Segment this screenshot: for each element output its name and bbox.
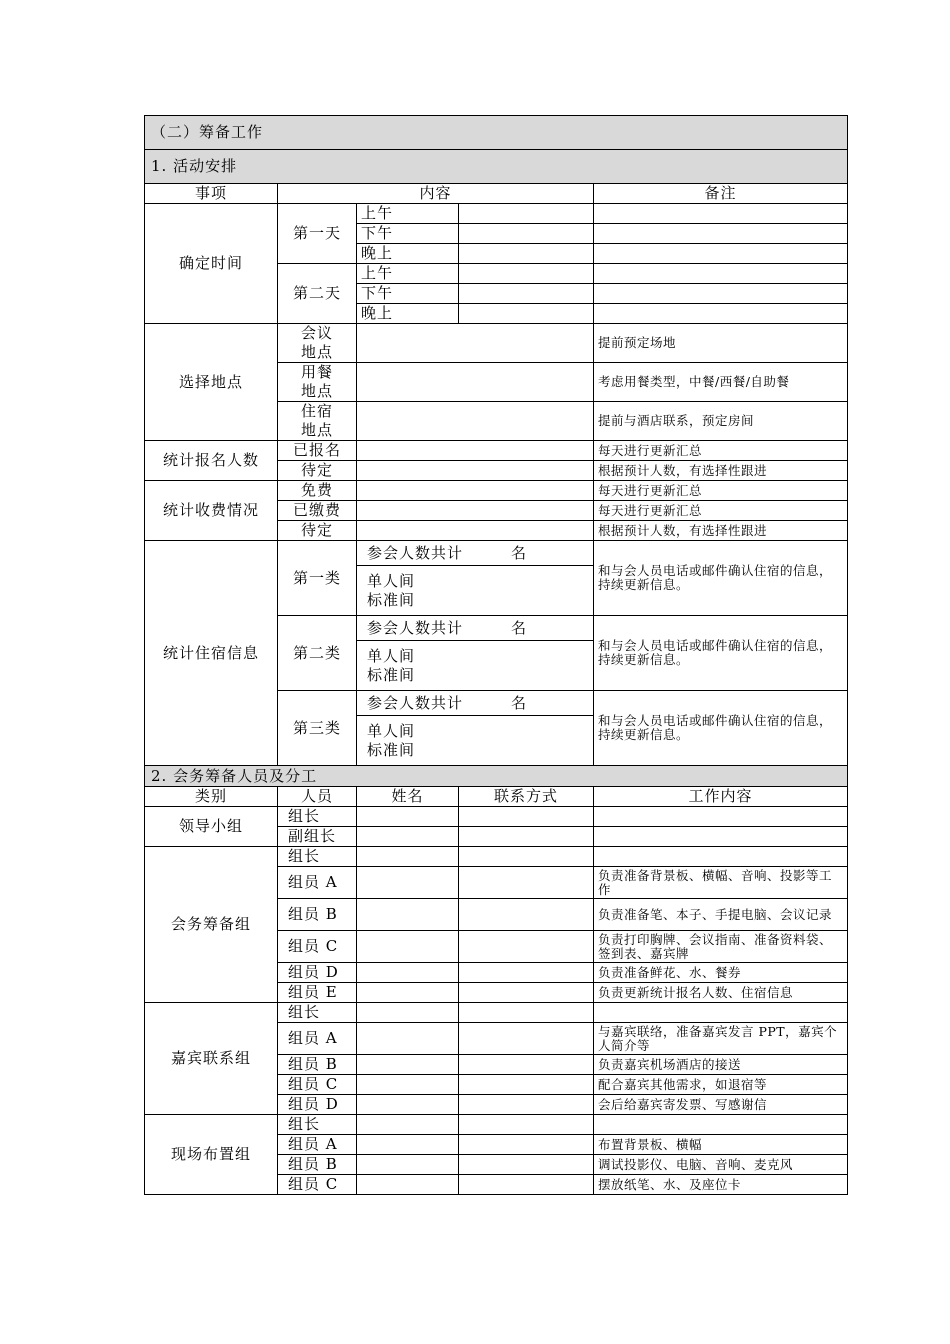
member-role: 组员 B (278, 1055, 357, 1075)
member-name-cell (357, 1023, 459, 1055)
member-contact-cell (459, 1175, 594, 1195)
slot-note-cell (594, 264, 848, 284)
fee-content-cell (357, 481, 594, 501)
lodging-count-cell (357, 616, 594, 641)
member-name-cell (357, 867, 459, 899)
member-contact-cell (459, 807, 594, 827)
member-name-cell (357, 931, 459, 963)
member-role: 组员 A (278, 1023, 357, 1055)
lodging-note: 和与会人员电话或邮件确认住宿的信息，持续更新信息。 (594, 691, 848, 766)
day-label: 第一天 (278, 204, 357, 264)
table-row (145, 481, 848, 501)
location-content-cell (357, 363, 594, 402)
member-role: 组长 (278, 807, 357, 827)
member-contact-cell (459, 1003, 594, 1023)
member-role: 组员 C (278, 1175, 357, 1195)
member-name-cell (357, 827, 459, 847)
signup-content-cell (357, 441, 594, 461)
group-label: 嘉宾联系组 (145, 1003, 278, 1115)
member-work: 摆放纸笔、水、及座位卡 (594, 1175, 848, 1195)
member-contact-cell (459, 1135, 594, 1155)
planning-table-body (145, 116, 848, 1195)
location-note: 提前预定场地 (594, 324, 848, 363)
location-content-cell (357, 324, 594, 363)
member-role: 组员 D (278, 1095, 357, 1115)
location-type-line: 地点 (300, 421, 333, 439)
part2-title: 2. 会务筹备人员及分工 (145, 766, 848, 787)
room-standard: 标准间 (367, 740, 416, 759)
member-role: 组员 B (278, 1155, 357, 1175)
part2-header: 姓名 (357, 787, 459, 807)
slot-note-cell (594, 204, 848, 224)
signup-status: 待定 (278, 461, 357, 481)
lodging-count-cell (357, 541, 594, 566)
slot-label: 晚上 (357, 244, 459, 264)
member-work: 负责打印胸牌、会议指南、准备资料袋、签到表、嘉宾牌 (594, 931, 848, 963)
slot-content-cell (459, 284, 594, 304)
member-work: 调试投影仪、电脑、音响、麦克风 (594, 1155, 848, 1175)
member-contact-cell (459, 963, 594, 983)
part1-header-content: 内容 (278, 184, 594, 204)
lodging-count-label: 参会人数共计 (367, 618, 464, 637)
member-contact-cell (459, 899, 594, 931)
member-role: 组员 E (278, 983, 357, 1003)
slot-content-cell (459, 264, 594, 284)
member-name-cell (357, 807, 459, 827)
lodging-rooms-cell (357, 641, 594, 691)
table-row (145, 204, 848, 224)
fee-status: 免费 (278, 481, 357, 501)
member-contact-cell (459, 847, 594, 867)
part1-title: 1. 活动安排 (145, 150, 848, 184)
member-contact-cell (459, 1055, 594, 1075)
room-single: 单人间 (367, 721, 416, 740)
slot-note-cell (594, 224, 848, 244)
fee-note: 每天进行更新汇总 (594, 501, 848, 521)
location-type-line: 住宿 (300, 402, 333, 420)
slot-content-cell (459, 204, 594, 224)
member-role: 副组长 (278, 827, 357, 847)
member-contact-cell (459, 827, 594, 847)
slot-note-cell (594, 284, 848, 304)
member-name-cell (357, 847, 459, 867)
slot-note-cell (594, 304, 848, 324)
planning-table (144, 115, 848, 1195)
member-work: 布置背景板、横幅 (594, 1135, 848, 1155)
member-contact-cell (459, 1095, 594, 1115)
member-name-cell (357, 1003, 459, 1023)
slot-label: 上午 (357, 264, 459, 284)
part1-header-item: 事项 (145, 184, 278, 204)
member-role: 组员 A (278, 1135, 357, 1155)
table-row (145, 1003, 848, 1023)
location-content-cell (357, 402, 594, 441)
member-contact-cell (459, 1155, 594, 1175)
slot-content-cell (459, 244, 594, 264)
member-work (594, 1003, 848, 1023)
member-work: 会后给嘉宾寄发票、写感谢信 (594, 1095, 848, 1115)
member-contact-cell (459, 1023, 594, 1055)
member-name-cell (357, 1135, 459, 1155)
member-contact-cell (459, 983, 594, 1003)
slot-label: 上午 (357, 204, 459, 224)
member-name-cell (357, 1115, 459, 1135)
lodging-count-unit: 名 (511, 543, 528, 562)
lodging-rooms-cell (357, 716, 594, 766)
group-label: 会务筹备组 (145, 847, 278, 1003)
planning-document (144, 115, 847, 1195)
member-role: 组员 C (278, 1075, 357, 1095)
lodging-count-unit: 名 (511, 693, 528, 712)
location-note: 考虑用餐类型，中餐/西餐/自助餐 (594, 363, 848, 402)
location-type (278, 363, 357, 402)
fee-note: 每天进行更新汇总 (594, 481, 848, 501)
member-name-cell (357, 1155, 459, 1175)
member-role: 组长 (278, 1003, 357, 1023)
member-work: 与嘉宾联络，准备嘉宾发言 PPT，嘉宾个人简介等 (594, 1023, 848, 1055)
member-work: 负责准备笔、本子、手提电脑、会议记录 (594, 899, 848, 931)
fee-status: 已缴费 (278, 501, 357, 521)
member-role: 组员 D (278, 963, 357, 983)
member-name-cell (357, 899, 459, 931)
room-single: 单人间 (367, 571, 416, 590)
table-row (145, 807, 848, 827)
part2-header: 工作内容 (594, 787, 848, 807)
slot-label: 下午 (357, 224, 459, 244)
lodging-class: 第二类 (278, 616, 357, 691)
member-work: 负责准备鲜花、水、餐券 (594, 963, 848, 983)
fee-status: 待定 (278, 521, 357, 541)
member-name-cell (357, 963, 459, 983)
lodging-note: 和与会人员电话或邮件确认住宿的信息，持续更新信息。 (594, 541, 848, 616)
member-name-cell (357, 1095, 459, 1115)
part2-header: 类别 (145, 787, 278, 807)
lodging-class: 第三类 (278, 691, 357, 766)
member-name-cell (357, 983, 459, 1003)
lodging-class: 第一类 (278, 541, 357, 616)
signup-content-cell (357, 461, 594, 481)
table-row (145, 441, 848, 461)
group-label: 领导小组 (145, 807, 278, 847)
location-type-line: 会议 (300, 324, 333, 342)
part2-header: 联系方式 (459, 787, 594, 807)
table-row (145, 541, 848, 566)
location-type (278, 402, 357, 441)
location-label: 选择地点 (145, 324, 278, 441)
member-work: 负责准备背景板、横幅、音响、投影等工作 (594, 867, 848, 899)
slot-content-cell (459, 304, 594, 324)
lodging-rooms-cell (357, 566, 594, 616)
part2-header: 人员 (278, 787, 357, 807)
section-title: （二）筹备工作 (145, 116, 848, 150)
time-label: 确定时间 (145, 204, 278, 324)
location-type-line: 地点 (300, 382, 333, 400)
lodging-note: 和与会人员电话或邮件确认住宿的信息，持续更新信息。 (594, 616, 848, 691)
room-single: 单人间 (367, 646, 416, 665)
signup-note: 每天进行更新汇总 (594, 441, 848, 461)
table-row (145, 766, 848, 787)
lodging-count-cell (357, 691, 594, 716)
part1-header-note: 备注 (594, 184, 848, 204)
slot-note-cell (594, 244, 848, 264)
member-name-cell (357, 1175, 459, 1195)
location-note: 提前与酒店联系，预定房间 (594, 402, 848, 441)
member-role: 组员 C (278, 931, 357, 963)
fees-label: 统计收费情况 (145, 481, 278, 541)
member-role: 组长 (278, 1115, 357, 1135)
member-work: 负责更新统计报名人数、住宿信息 (594, 983, 848, 1003)
table-row (145, 847, 848, 867)
lodging-count-label: 参会人数共计 (367, 693, 464, 712)
table-row (145, 787, 848, 807)
lodging-count-label: 参会人数共计 (367, 543, 464, 562)
member-role: 组长 (278, 847, 357, 867)
fee-content-cell (357, 501, 594, 521)
member-role: 组员 A (278, 867, 357, 899)
signup-status: 已报名 (278, 441, 357, 461)
location-type (278, 324, 357, 363)
member-contact-cell (459, 867, 594, 899)
lodging-count-unit: 名 (511, 618, 528, 637)
room-standard: 标准间 (367, 665, 416, 684)
member-contact-cell (459, 931, 594, 963)
location-type-line: 地点 (300, 343, 333, 361)
member-contact-cell (459, 1075, 594, 1095)
signup-label: 统计报名人数 (145, 441, 278, 481)
member-work (594, 1115, 848, 1135)
member-work: 负责嘉宾机场酒店的接送 (594, 1055, 848, 1075)
slot-content-cell (459, 224, 594, 244)
member-work (594, 847, 848, 867)
member-name-cell (357, 1075, 459, 1095)
room-standard: 标准间 (367, 590, 416, 609)
lodging-label: 统计住宿信息 (145, 541, 278, 766)
group-label: 现场布置组 (145, 1115, 278, 1195)
fee-content-cell (357, 521, 594, 541)
fee-note: 根据预计人数，有选择性跟进 (594, 521, 848, 541)
member-role: 组员 B (278, 899, 357, 931)
member-work: 配合嘉宾其他需求，如退宿等 (594, 1075, 848, 1095)
signup-note: 根据预计人数，有选择性跟进 (594, 461, 848, 481)
table-row (145, 324, 848, 363)
location-type-line: 用餐 (300, 363, 333, 381)
slot-label: 下午 (357, 284, 459, 304)
slot-label: 晚上 (357, 304, 459, 324)
member-work (594, 827, 848, 847)
member-name-cell (357, 1055, 459, 1075)
table-row (145, 1115, 848, 1135)
member-work (594, 807, 848, 827)
member-contact-cell (459, 1115, 594, 1135)
day-label: 第二天 (278, 264, 357, 324)
